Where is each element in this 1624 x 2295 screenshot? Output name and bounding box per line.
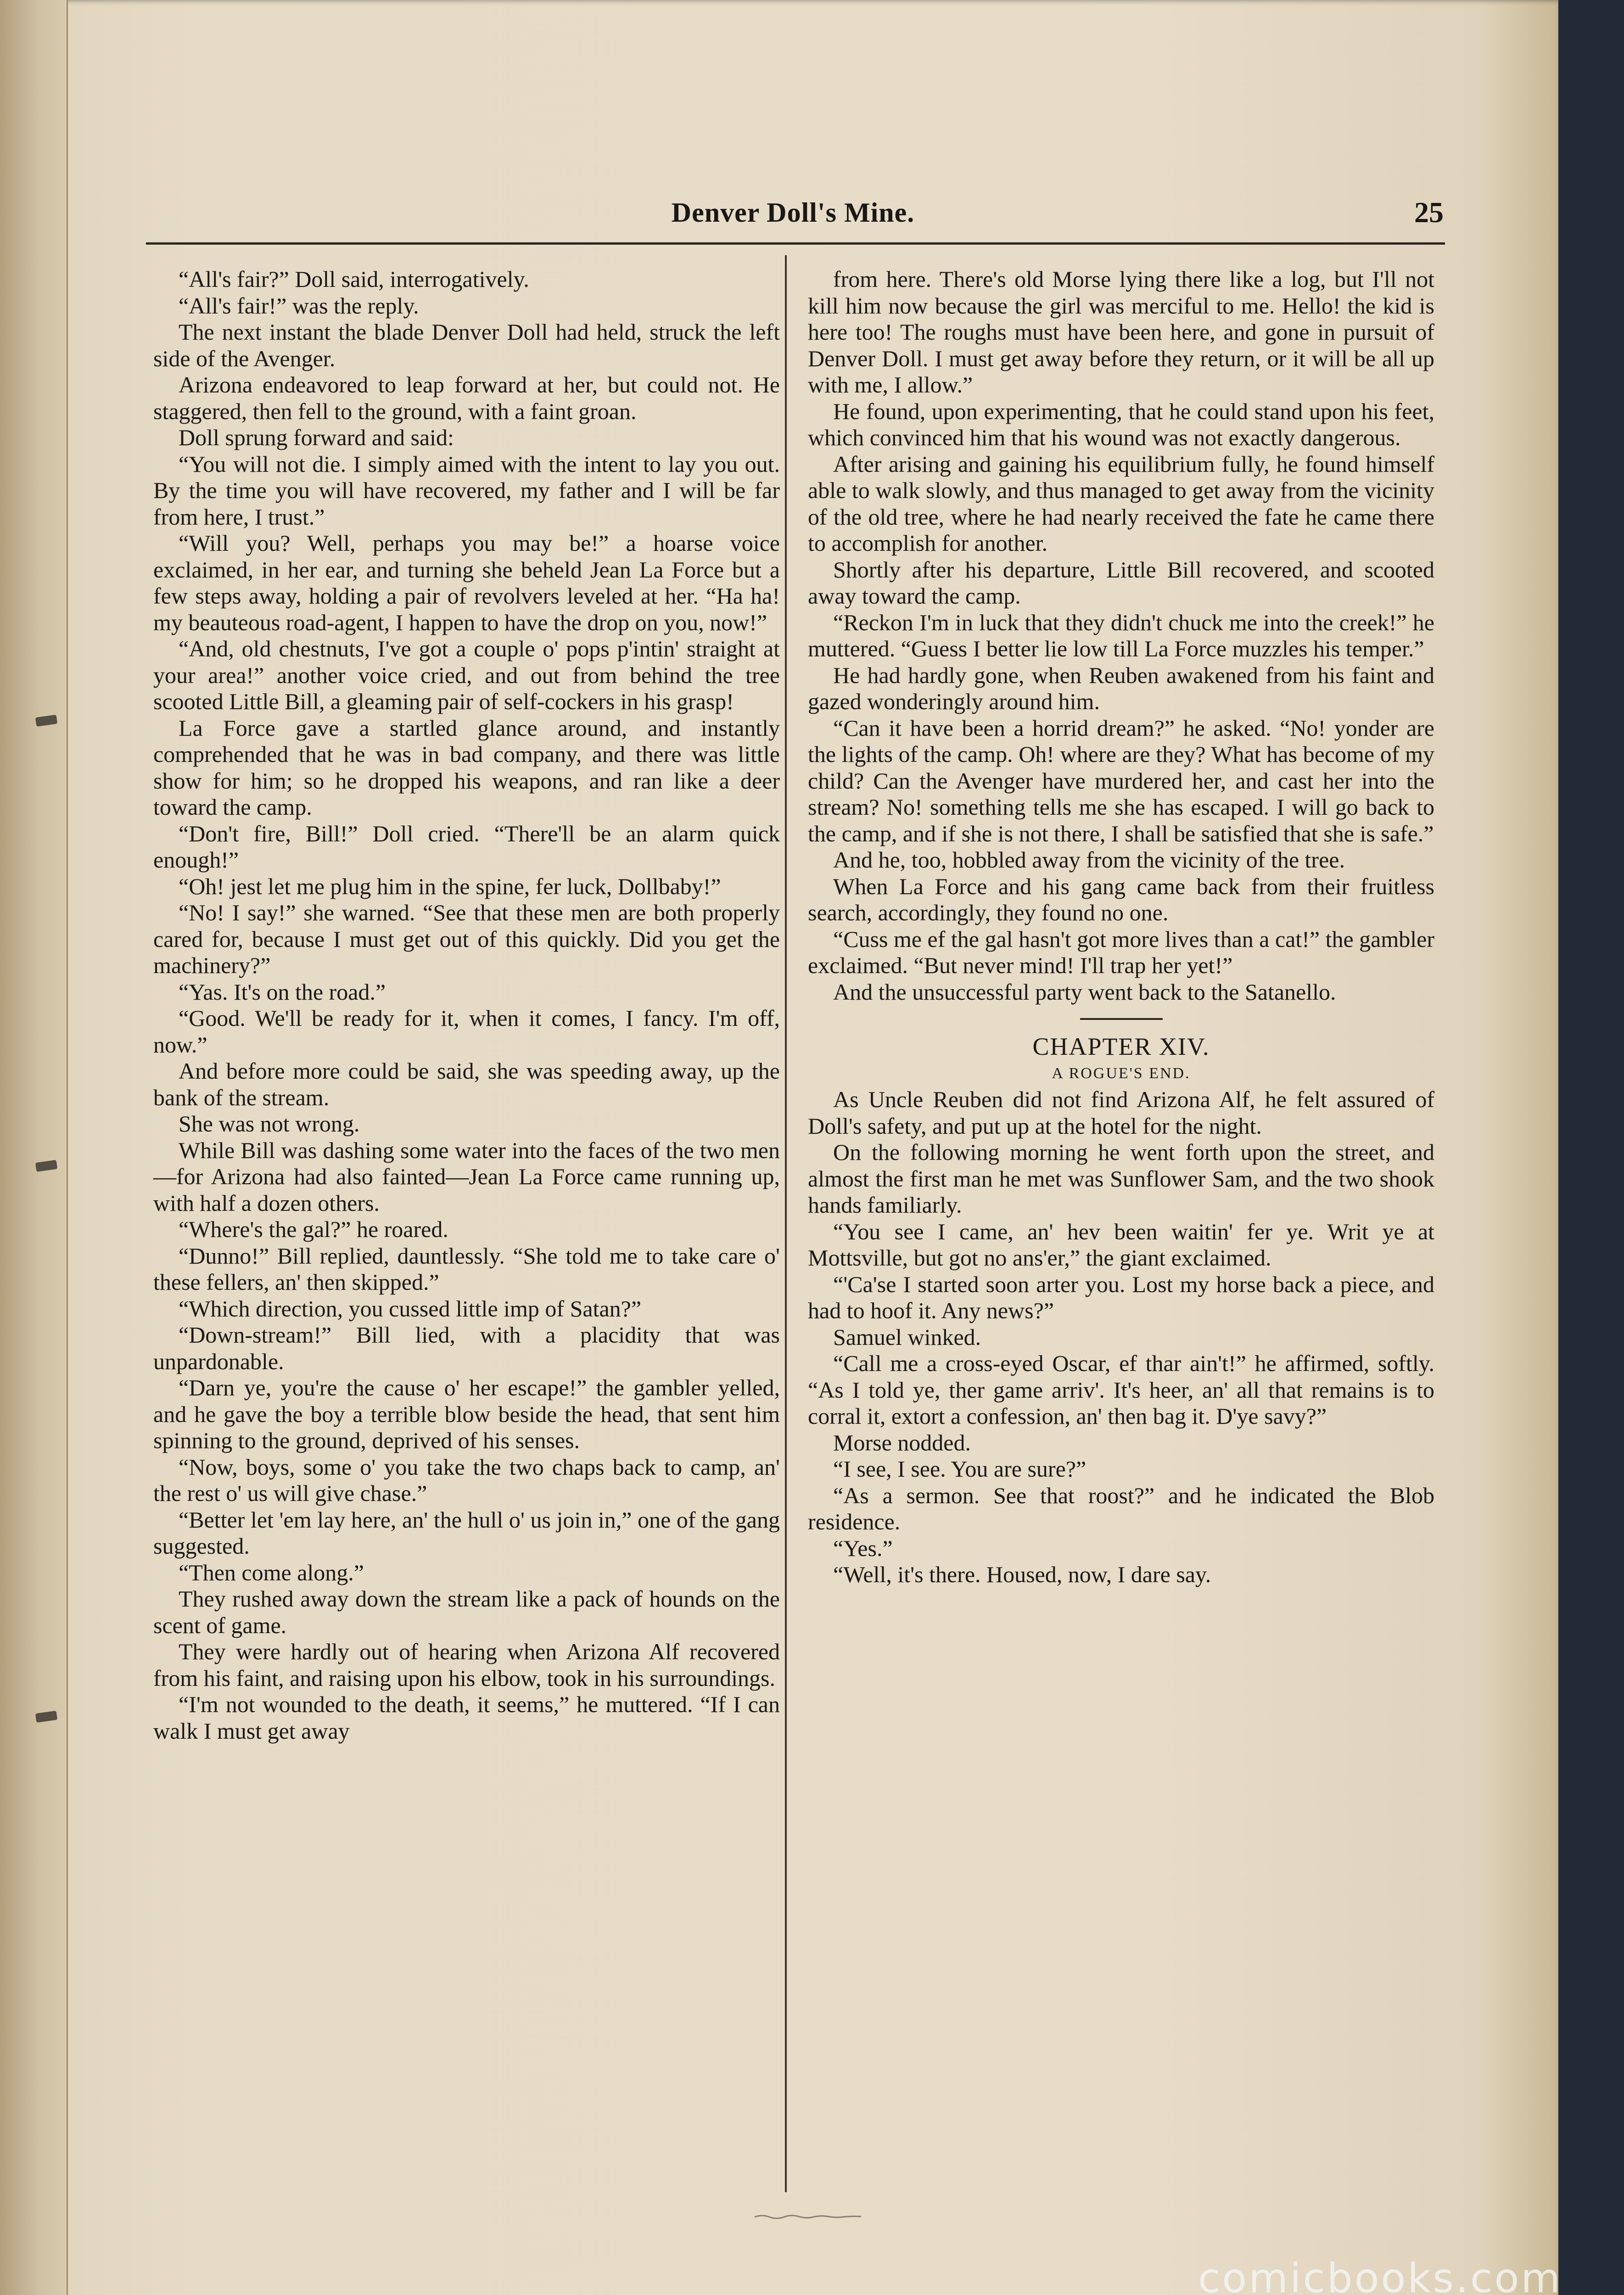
paragraph: On the following morning he went forth upon the street, and almost the first man he met was Sunflower Sam, and the two shook hands familiarly. bbox=[808, 1139, 1434, 1218]
paragraph: “All's fair?” Doll said, interrogatively. bbox=[179, 266, 529, 292]
paragraph: “Call me a cross-eyed Oscar, ef thar ain't!” he affirmed, softly. “As I told ye, ther game arriv'. It's heer, an' all that remains is to corral it, extort a confession, an' then bag it. D'ye savy?” bbox=[808, 1350, 1434, 1429]
paragraph: And the unsuccessful party went back to the Satanello. bbox=[833, 979, 1336, 1005]
right-text-column bbox=[808, 266, 1434, 1588]
paragraph: They were hardly out of hearing when Arizona Alf recovered from his faint, and raising upon his elbow, took in his surroundings. bbox=[153, 1639, 780, 1691]
printer-ornament bbox=[753, 2212, 863, 2221]
paragraph: “'Ca'se I started soon arter you. Lost my horse back a piece, and had to hoof it. Any news?” bbox=[808, 1271, 1434, 1323]
paragraph: Samuel winked. bbox=[833, 1324, 981, 1350]
paragraph: “Don't fire, Bill!” Doll cried. “There'll be an alarm quick enough!” bbox=[153, 820, 780, 873]
paragraph: “Cuss me ef the gal hasn't got more lives than a cat!” the gambler exclaimed. “But never mind! I'll trap her yet!” bbox=[808, 926, 1434, 978]
paragraph: And before more could be said, she was speeding away, up the bank of the stream. bbox=[153, 1058, 780, 1110]
paragraph: “Oh! jest let me plug him in the spine, fer luck, Dollbaby!” bbox=[179, 873, 721, 899]
paragraph: They rushed away down the stream like a pack of hounds on the scent of game. bbox=[153, 1586, 780, 1638]
running-title: Denver Doll's Mine. bbox=[671, 197, 915, 228]
chapter-heading: CHAPTER XIV. bbox=[1032, 1033, 1210, 1060]
paragraph: As Uncle Reuben did not find Arizona Alf, he felt assured of Doll's safety, and put up at the hotel for the night. bbox=[808, 1086, 1434, 1139]
paragraph: “Yes.” bbox=[833, 1535, 893, 1561]
paragraph: When La Force and his gang came back from their fruitless search, accordingly, they found no one. bbox=[808, 873, 1434, 925]
paragraph: from here. There's old Morse lying there like a log, but I'll not kill him now because the girl was merciful to me. Hello! the kid is here too! The roughs must have been here, and gone in pursuit of Denver Doll. I must get away before they return, or it will be all up with me, I allow.” bbox=[808, 266, 1434, 397]
page-number: 25 bbox=[1414, 196, 1444, 229]
paragraph: While Bill was dashing some water into the faces of the two men—for Arizona had also fainted—Jean La Force came running up, with half a dozen others. bbox=[153, 1137, 780, 1216]
paragraph: He found, upon experimenting, that he could stand upon his feet, which convinced him that his wound was not exactly dangerous. bbox=[808, 398, 1434, 450]
paragraph: “Will you? Well, perhaps you may be!” a hoarse voice exclaimed, in her ear, and turning she beheld Jean La Force but a few steps away, holding a pair of revolvers leveled at her. “Ha ha! my beauteous road-agent, I happen to have the drop on you, now!” bbox=[153, 530, 780, 635]
right-column-text-before-chapter bbox=[808, 266, 1434, 1005]
paragraph: “All's fair!” was the reply. bbox=[179, 292, 419, 319]
facing-page-edge bbox=[0, 0, 68, 2295]
paragraph: Morse nodded. bbox=[833, 1429, 971, 1455]
page-header bbox=[142, 187, 1444, 238]
paragraph: “You see I came, an' hev been waitin' fer ye. Writ ye at Mottsville, but got no ans'er,” the giant exclaimed. bbox=[808, 1218, 1434, 1271]
paragraph: “Better let 'em lay here, an' the hull o' us join in,” one of the gang suggested. bbox=[153, 1506, 780, 1559]
paragraph: “You will not die. I simply aimed with the intent to lay you out. By the time you will have recovered, my father and I will be far from here, I trust.” bbox=[153, 451, 780, 530]
paragraph: Shortly after his departure, Little Bill recovered, and scooted away toward the camp. bbox=[808, 556, 1434, 609]
site-watermark: comicbooks.com bbox=[1198, 2255, 1562, 2295]
paragraph: “I'm not wounded to the death, it seems,” he muttered. “If I can walk I must get away bbox=[153, 1691, 780, 1744]
paragraph: “Which direction, you cussed little imp of Satan?” bbox=[179, 1295, 642, 1321]
paragraph: “Where's the gal?” he roared. bbox=[179, 1216, 448, 1242]
paragraph: Doll sprung forward and said: bbox=[179, 425, 454, 450]
chapter-subtitle: A ROGUE'S END. bbox=[1052, 1064, 1191, 1082]
paragraph: “Down-stream!” Bill lied, with a placidity that was unpardonable. bbox=[153, 1322, 780, 1374]
paragraph: La Force gave a startled glance around, and instantly comprehended that he was in bad company, and there was little show for him; so he dropped his weapons, and ran like a deer toward the camp. bbox=[153, 715, 780, 820]
paragraph: “No! I say!” she warned. “See that these men are both properly cared for, because I must get out of this quickly. Did you get the machinery?” bbox=[153, 900, 780, 978]
chapter-separator-rule bbox=[1080, 1018, 1163, 1020]
header-rule bbox=[146, 242, 1445, 245]
paragraph: “Good. We'll be ready for it, when it comes, I fancy. I'm off, now.” bbox=[153, 1005, 780, 1058]
paragraph: “Then come along.” bbox=[179, 1559, 364, 1585]
paragraph: He had hardly gone, when Reuben awakened from his faint and gazed wonderingly around him. bbox=[808, 662, 1434, 714]
column-divider bbox=[785, 255, 787, 2192]
paragraph: “Yas. It's on the road.” bbox=[179, 979, 386, 1005]
paragraph: “Dunno!” Bill replied, dauntlessly. “She told me to take care o' these fellers, an' then skipped.” bbox=[153, 1243, 780, 1295]
paragraph: And he, too, hobbled away from the vicinity of the tree. bbox=[833, 847, 1345, 873]
paragraph: “I see, I see. You are sure?” bbox=[833, 1456, 1086, 1482]
paragraph: “Well, it's there. Housed, now, I dare say. bbox=[833, 1562, 1211, 1587]
paragraph: “As a sermon. See that roost?” and he indicated the Blob residence. bbox=[808, 1482, 1434, 1534]
paragraph: “Now, boys, some o' you take the two chaps back to camp, an' the rest o' us will give chase.” bbox=[153, 1454, 780, 1506]
paragraph: She was not wrong. bbox=[179, 1111, 360, 1136]
paragraph: “And, old chestnuts, I've got a couple o' pops p'intin' straight at your area!” another voice cried, and out from behind the tree scooted Little Bill, a gleaming pair of self-cockers in his grasp! bbox=[153, 636, 780, 714]
paragraph: “Can it have been a horrid dream?” he asked. “No! yonder are the lights of the camp. Oh! where are they? What has become of my child? Can the Avenger have murdered her, and cast her into the stream? No! something tells me she has escaped. I will go back to the camp, and if she is not there, I shall be satisfied that she is safe.” bbox=[808, 715, 1434, 846]
paragraph: The next instant the blade Denver Doll had held, struck the left side of the Avenger. bbox=[153, 319, 780, 371]
paragraph: “Darn ye, you're the cause o' her escape!” the gambler yelled, and he gave the boy a terrible blow beside the head, that sent him spinning to the ground, deprived of his senses. bbox=[153, 1375, 780, 1453]
paragraph: After arising and gaining his equilibrium fully, he found himself able to walk slowly, and thus managed to get away from the vicinity of the old tree, where he had nearly received the fate he came there to accomplish for another. bbox=[808, 451, 1434, 556]
paragraph: Arizona endeavored to leap forward at her, but could not. He staggered, then fell to the ground, with a faint groan. bbox=[153, 372, 780, 424]
right-column-text-after-chapter bbox=[808, 1086, 1434, 1588]
paragraph: “Reckon I'm in luck that they didn't chuck me into the creek!” he muttered. “Guess I better lie low till La Force muzzles his temper.” bbox=[808, 609, 1434, 661]
left-text-column bbox=[153, 266, 780, 1744]
